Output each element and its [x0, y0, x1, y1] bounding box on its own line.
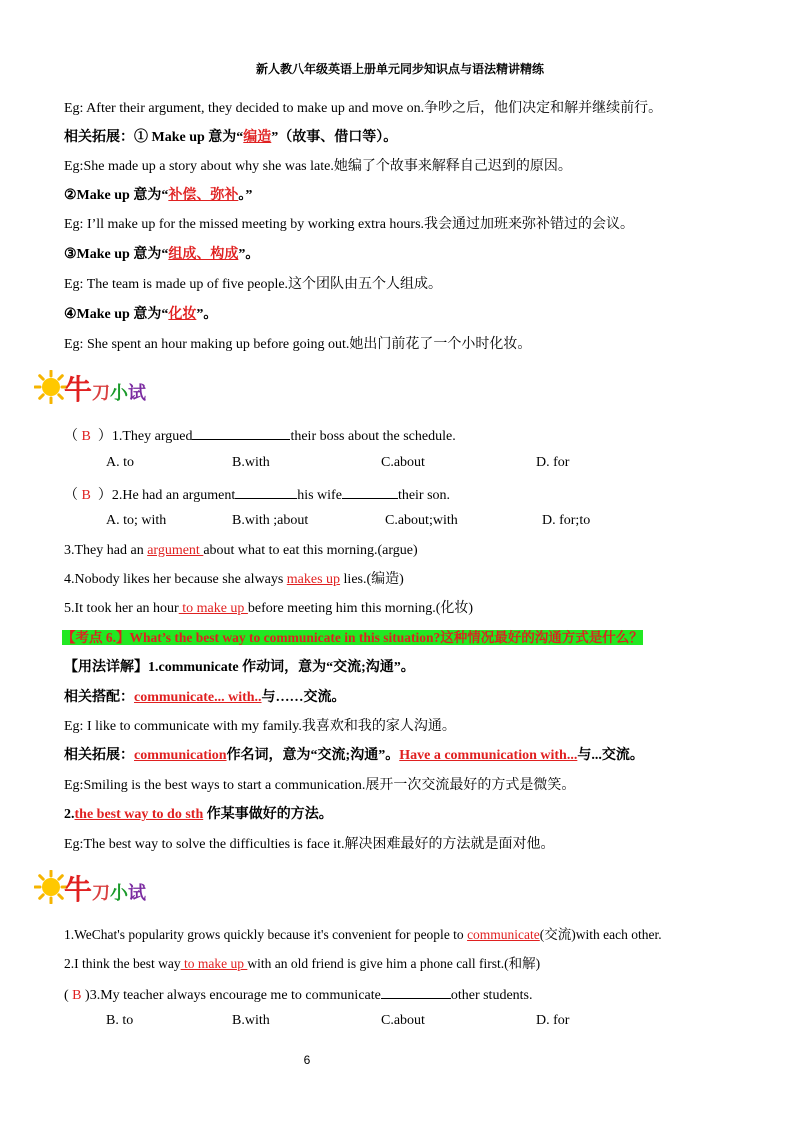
- example-makeup-for: Eg: I’ll make up for the missed meeting by working extra hours.我会通过加班来弥补错过的会议。: [64, 217, 635, 232]
- key-point-highlight: 【考点 6.】What’s the best way to communicate in this situation?这种情况最好的沟通方式是什么？: [62, 630, 643, 645]
- paren-open: (: [64, 988, 73, 1003]
- answer-keyword: 化妆: [168, 307, 197, 322]
- option-c: C.about;with: [385, 513, 458, 528]
- ext-makeup-3: [64, 246, 259, 264]
- paren-close: ）: [97, 429, 112, 444]
- practice-2: [64, 955, 540, 973]
- ext-label: ④Make up 意为“: [64, 307, 169, 322]
- ext-meaning: 作名词，意为“交流;沟通”。: [226, 748, 400, 763]
- badge-char-shi: 试: [128, 383, 147, 404]
- paren-close: ）: [97, 488, 112, 503]
- badge-char-niu: 牛: [64, 373, 93, 406]
- usage-phrase: the best way to do sth: [74, 807, 204, 822]
- ext-tail: ”。: [196, 307, 218, 322]
- answer-choice: B: [81, 429, 91, 444]
- question-5: [64, 600, 473, 618]
- badge-char-xiao: 小: [110, 383, 129, 404]
- paren-open: （: [64, 488, 78, 503]
- question-tail: (交流)with each other.: [539, 927, 662, 942]
- question-text: 4.Nobody likes her because she always: [64, 572, 287, 587]
- example-communicate: Eg: I like to communicate with my family.我喜欢和我的家人沟通。: [64, 719, 456, 734]
- page-number: 6: [303, 1053, 311, 1067]
- ext-tail: ”（故事、借口等）。: [271, 130, 398, 145]
- usage-2: [64, 806, 333, 824]
- example-communication: Eg:Smiling is the best ways to start a communication.展开一次交流最好的方式是微笑。: [64, 778, 576, 793]
- question-text: 1.They argued: [111, 429, 193, 444]
- question-tail: with an old friend is give him a phone call first.(和解): [247, 956, 541, 971]
- collocation-phrase: communicate... with..: [134, 690, 262, 705]
- option-c: C.about: [381, 1013, 425, 1028]
- ext-word: communication: [134, 748, 227, 763]
- question-4: [64, 571, 404, 589]
- question-tail: before meeting him this morning.(化妆): [247, 601, 474, 616]
- badge-char-xiao: 小: [110, 883, 129, 904]
- answer-choice: B: [81, 488, 91, 503]
- option-b: B.with: [232, 1013, 270, 1028]
- practice-1: [64, 926, 662, 944]
- usage-1: 【用法详解】1.communicate 作动词，意为“交流;沟通”。: [64, 660, 415, 675]
- key-point-6: [62, 629, 643, 647]
- question-tail: their boss about the schedule.: [290, 429, 456, 444]
- option-d: D. for: [536, 1013, 570, 1028]
- sun-icon: [34, 370, 68, 404]
- question-mid: his wife: [297, 488, 342, 503]
- ext-phrase: Have a communication with...: [399, 748, 578, 763]
- option-b: B.with ;about: [232, 513, 309, 528]
- example-best-way: Eg:The best way to solve the difficulties is face it.解决困难最好的方法就是面对他。: [64, 837, 555, 852]
- ext-label: ③Make up 意为“: [64, 247, 169, 262]
- option-c: C.about: [381, 455, 425, 470]
- collocation-meaning: 与……交流。: [261, 690, 346, 705]
- ext-phrase-meaning: 与...交流。: [577, 748, 644, 763]
- question-tail: other students.: [450, 988, 533, 1003]
- answer-keyword: 组成、构成: [168, 247, 239, 262]
- example-made-up-of: Eg: The team is made up of five people.这个团队由五个人组成。: [64, 277, 443, 292]
- filled-answer: makes up: [286, 572, 341, 587]
- ext-label: ②Make up 意为“: [64, 188, 169, 203]
- question-tail: lies.(编造): [340, 572, 404, 587]
- example-makeup-story: Eg:She made up a story about why she was late.她编了个故事来解释自己迟到的原因。: [64, 159, 572, 174]
- answer-blank: [235, 484, 297, 499]
- ext-label: 相关拓展：: [64, 748, 134, 763]
- option-a: B. to: [106, 1013, 134, 1028]
- question-2: [64, 484, 450, 505]
- question-text: 5.It took her an hour: [64, 601, 179, 616]
- answer-keyword: 补偿、弥补: [168, 188, 239, 203]
- option-a: A. to: [106, 455, 134, 470]
- filled-answer: argument: [147, 543, 204, 558]
- badge-char-dao: 刀: [92, 383, 111, 404]
- question-text: 3.They had an: [64, 543, 148, 558]
- collocation-label: 相关搭配：: [64, 690, 134, 705]
- option-a: A. to; with: [106, 513, 167, 528]
- ext-tail: 。”: [238, 188, 253, 203]
- question-text: 3.My teacher always encourage me to communicate: [89, 988, 381, 1003]
- example-makeup-reconcile: Eg: After their argument, they decided to make up and move on.争吵之后，他们决定和解并继续前行。: [64, 101, 663, 116]
- paren-open: （: [64, 429, 78, 444]
- question-text: 1.WeChat's popularity grows quickly because it's convenient for people to: [64, 927, 468, 942]
- ext-makeup-2: [64, 187, 252, 205]
- page-header: 新人教八年级英语上册单元同步知识点与语法精讲精练: [255, 62, 544, 76]
- question-tail: about what to eat this morning.(argue): [203, 543, 418, 558]
- paren-close: ): [81, 988, 90, 1003]
- example-makeup-cosmetic: Eg: She spent an hour making up before going out.她出门前花了一个小时化妆。: [64, 337, 532, 352]
- question-tail: their son.: [397, 488, 451, 503]
- sun-icon: [34, 870, 68, 904]
- badge-char-shi: 试: [128, 883, 147, 904]
- option-b: B.with: [232, 455, 270, 470]
- answer-blank: [192, 425, 290, 440]
- badge-char-dao: 刀: [92, 883, 111, 904]
- practice-3: [64, 984, 533, 1005]
- option-d: D. for;to: [542, 513, 591, 528]
- ext-communication: [64, 747, 644, 765]
- answer-blank: [342, 484, 398, 499]
- question-text: 2.I think the best way: [64, 956, 181, 971]
- filled-answer: to make up: [178, 601, 248, 616]
- question-1: [64, 425, 456, 446]
- ext-makeup-1: [64, 129, 397, 147]
- usage-meaning: 作某事做好的方法。: [203, 807, 333, 822]
- ext-label: 相关拓展：① Make up 意为“: [64, 130, 244, 145]
- answer-blank: [381, 984, 451, 999]
- usage-number: 2.: [64, 807, 75, 822]
- answer-keyword: 编造: [243, 130, 272, 145]
- ext-tail: ”。: [238, 247, 260, 262]
- answer-choice: B: [72, 988, 82, 1003]
- ext-makeup-4: [64, 306, 217, 324]
- filled-answer: communicate: [467, 927, 540, 942]
- question-text: 2.He had an argument: [111, 488, 236, 503]
- option-d: D. for: [536, 455, 570, 470]
- filled-answer: to make up: [180, 956, 248, 971]
- badge-char-niu: 牛: [64, 873, 93, 906]
- collocation: [64, 689, 346, 707]
- question-3: [64, 542, 418, 560]
